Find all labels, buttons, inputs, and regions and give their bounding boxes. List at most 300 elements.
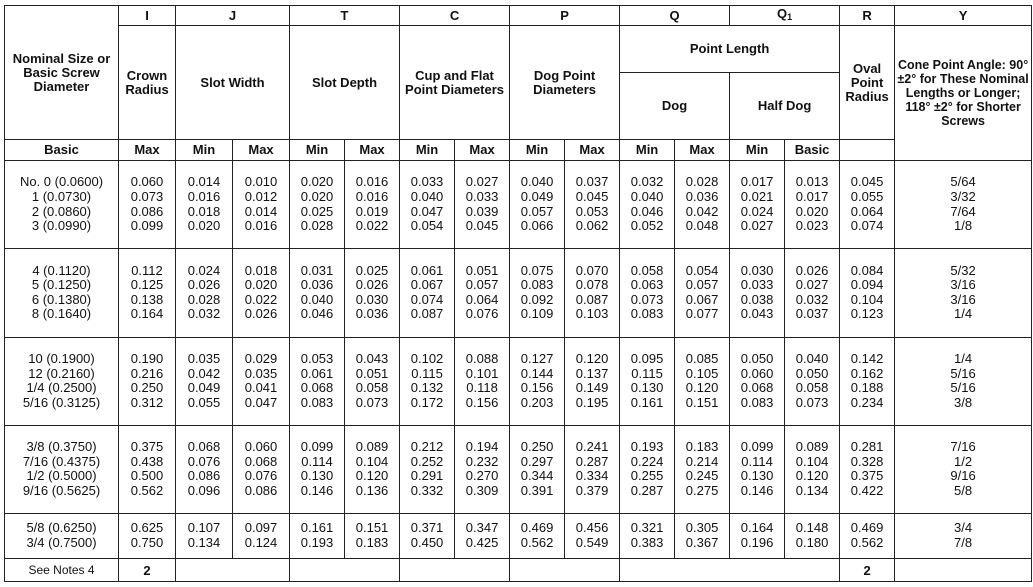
value: 0.022 <box>244 291 278 307</box>
value: 0.132 <box>410 380 444 396</box>
value: 0.164 <box>130 306 164 322</box>
value-cell <box>345 425 400 513</box>
value: 0.224 <box>630 453 664 469</box>
value: 0.016 <box>187 189 221 205</box>
value: 0.137 <box>575 365 609 381</box>
value: 0.120 <box>795 468 829 484</box>
value: 3/32 <box>950 189 976 205</box>
value: 0.252 <box>410 453 444 469</box>
value: 0.438 <box>130 453 164 469</box>
value: 0.086 <box>244 483 278 499</box>
value-cell <box>565 161 620 249</box>
value-cell <box>675 425 730 513</box>
value-cell <box>455 514 510 559</box>
value: 0.057 <box>685 277 719 293</box>
value-cell <box>290 514 345 559</box>
max-label-t: Max <box>233 140 290 161</box>
nominal-size-cell <box>5 337 119 425</box>
value: 0.375 <box>850 468 884 484</box>
value: 0.032 <box>187 306 221 322</box>
value: 0.334 <box>575 468 609 484</box>
value: 0.025 <box>355 262 389 278</box>
value: 1/8 <box>954 218 973 234</box>
value: 0.375 <box>130 439 164 455</box>
value-cell <box>895 514 1032 559</box>
value: 0.028 <box>187 291 221 307</box>
value-cell <box>620 161 675 249</box>
value: 0.309 <box>465 483 499 499</box>
value: 0.068 <box>187 439 221 455</box>
value: 0.040 <box>795 350 829 366</box>
value-cell <box>620 425 675 513</box>
max-min-header-row <box>5 140 1032 161</box>
value-cell <box>290 161 345 249</box>
empty-note-cell <box>400 559 510 582</box>
value: 0.018 <box>187 203 221 219</box>
value: 0.053 <box>575 203 609 219</box>
value-cell <box>785 425 840 513</box>
value-cell <box>345 337 400 425</box>
value-cell <box>510 425 565 513</box>
value: 0.125 <box>130 277 164 293</box>
value: 0.146 <box>740 483 774 499</box>
value: 0.241 <box>575 439 609 455</box>
value: 0.232 <box>465 453 499 469</box>
value: 0.017 <box>795 189 829 205</box>
value: 0.180 <box>795 535 829 551</box>
value: 0.130 <box>300 468 334 484</box>
value-cell <box>510 161 565 249</box>
value: 0.051 <box>465 262 499 278</box>
nominal-size: 5/8 (0.6250) <box>26 520 97 536</box>
value: 0.060 <box>244 439 278 455</box>
empty-note-cell <box>895 559 1032 582</box>
value: 0.017 <box>740 174 774 190</box>
value-cell <box>620 514 675 559</box>
value: 0.026 <box>355 277 389 293</box>
value: 0.058 <box>795 380 829 396</box>
value: 0.083 <box>630 306 664 322</box>
value: 0.216 <box>130 365 164 381</box>
value-cell <box>895 425 1032 513</box>
value: 0.027 <box>465 174 499 190</box>
value: 0.115 <box>411 365 443 381</box>
nominal-size: No. 0 (0.0600) <box>19 174 104 190</box>
value-cell <box>510 514 565 559</box>
value: 0.083 <box>740 394 774 410</box>
value: 0.048 <box>685 218 719 234</box>
value: 7/16 <box>950 439 976 455</box>
table-row <box>5 425 1032 513</box>
value: 0.026 <box>187 277 221 293</box>
value: 0.076 <box>244 468 278 484</box>
letter-q: Q <box>620 6 730 26</box>
value: 0.063 <box>630 277 664 293</box>
value-cell <box>565 337 620 425</box>
nominal-size: 3/4 (0.7500) <box>26 535 97 551</box>
value: 0.120 <box>685 380 719 396</box>
value-cell <box>840 337 895 425</box>
value: 0.016 <box>355 174 389 190</box>
value: 0.151 <box>685 394 719 410</box>
screw-dimensions-table <box>4 5 1032 582</box>
value: 0.469 <box>850 520 884 536</box>
oval-note-ref: 2 <box>840 559 895 582</box>
nominal-size: 10 (0.1900) <box>28 350 95 366</box>
nominal-size-header: Nominal Size or Basic Screw Diameter <box>5 6 119 140</box>
min-label-q: Min <box>620 140 675 161</box>
value: 5/32 <box>950 262 976 278</box>
value: 0.020 <box>300 174 334 190</box>
max-label-q: Max <box>565 140 620 161</box>
table-row <box>5 161 1032 249</box>
value: 0.134 <box>795 483 829 499</box>
value: 0.078 <box>575 277 609 293</box>
value: 0.203 <box>520 394 554 410</box>
value: 0.379 <box>575 483 609 499</box>
value: 0.500 <box>130 468 164 484</box>
value-cell <box>290 337 345 425</box>
value: 0.073 <box>630 291 664 307</box>
notes-row <box>5 559 1032 582</box>
value: 0.020 <box>300 189 334 205</box>
value: 0.245 <box>685 468 719 484</box>
value: 0.047 <box>410 203 444 219</box>
value-cell <box>455 249 510 337</box>
value: 0.250 <box>130 380 164 396</box>
value: 5/8 <box>954 483 973 499</box>
value-cell <box>895 337 1032 425</box>
value: 0.024 <box>740 203 774 219</box>
value-cell <box>176 337 233 425</box>
value: 0.190 <box>130 350 164 366</box>
value: 0.064 <box>465 291 499 307</box>
value: 0.055 <box>850 189 884 205</box>
value-cell <box>345 514 400 559</box>
value: 0.099 <box>300 439 334 455</box>
dog-header: Dog <box>620 73 730 140</box>
value: 0.344 <box>520 468 554 484</box>
basic-label-i: Basic <box>5 140 119 161</box>
table-row <box>5 249 1032 337</box>
value: 0.020 <box>187 218 221 234</box>
table-row <box>5 514 1032 559</box>
value: 0.074 <box>850 218 884 234</box>
value: 0.193 <box>300 535 334 551</box>
value: 0.193 <box>630 439 664 455</box>
crown-note-ref: 2 <box>119 559 176 582</box>
value: 0.183 <box>685 439 719 455</box>
value: 0.014 <box>187 174 221 190</box>
letter-header-row <box>5 6 1032 26</box>
value: 0.156 <box>465 394 499 410</box>
value-cell <box>675 337 730 425</box>
value-cell <box>785 514 840 559</box>
letter-j: J <box>176 6 290 26</box>
slot-depth-header: Slot Depth <box>290 26 400 140</box>
value: 0.142 <box>850 350 884 366</box>
value: 0.095 <box>630 350 664 366</box>
value-cell <box>345 249 400 337</box>
oval-point-header: Oval Point Radius <box>840 26 895 140</box>
value: 0.026 <box>795 262 829 278</box>
value-cell <box>785 249 840 337</box>
value: 0.062 <box>575 218 609 234</box>
value: 0.312 <box>130 394 164 410</box>
value: 0.172 <box>410 394 444 410</box>
point-length-header: Point Length <box>620 26 840 73</box>
value: 0.054 <box>410 218 444 234</box>
value: 0.161 <box>300 520 334 536</box>
value: 0.068 <box>300 380 334 396</box>
value: 0.144 <box>520 365 554 381</box>
table-row <box>5 337 1032 425</box>
value-cell <box>510 337 565 425</box>
value: 3/8 <box>954 394 973 410</box>
value: 0.055 <box>187 394 221 410</box>
value: 0.562 <box>850 535 884 551</box>
value: 0.371 <box>410 520 444 536</box>
value: 0.347 <box>465 520 499 536</box>
value: 0.030 <box>740 262 774 278</box>
value: 0.214 <box>685 453 719 469</box>
value: 0.127 <box>520 350 554 366</box>
value: 0.053 <box>300 350 334 366</box>
value: 0.037 <box>795 306 829 322</box>
value: 0.549 <box>575 535 609 551</box>
value-cell <box>785 337 840 425</box>
value: 0.035 <box>244 365 278 381</box>
value: 7/64 <box>950 203 976 219</box>
value: 0.019 <box>355 203 389 219</box>
value: 0.040 <box>520 174 554 190</box>
letter-q1-main: Q <box>777 6 788 21</box>
value: 0.036 <box>685 189 719 205</box>
value: 0.425 <box>465 535 499 551</box>
value: 0.035 <box>187 350 221 366</box>
value: 0.123 <box>850 306 884 322</box>
value: 0.291 <box>410 468 444 484</box>
value: 0.046 <box>630 203 664 219</box>
value: 0.212 <box>410 439 444 455</box>
value: 0.050 <box>795 365 829 381</box>
value: 3/4 <box>954 520 973 536</box>
nominal-size: 2 (0.0860) <box>31 203 92 219</box>
empty-note-cell <box>510 559 620 582</box>
value-cell <box>400 161 455 249</box>
value: 0.033 <box>410 174 444 190</box>
value: 0.149 <box>575 380 609 396</box>
value: 0.194 <box>465 439 499 455</box>
value: 0.058 <box>355 380 389 396</box>
value: 0.070 <box>575 262 609 278</box>
min-label-q1: Min <box>730 140 785 161</box>
value: 0.625 <box>130 520 164 536</box>
value: 0.114 <box>301 453 333 469</box>
value: 0.367 <box>685 535 719 551</box>
letter-t: T <box>290 6 400 26</box>
value: 0.138 <box>130 291 164 307</box>
value: 7/8 <box>954 535 973 551</box>
value-cell <box>290 425 345 513</box>
value-cell <box>176 161 233 249</box>
value: 0.083 <box>520 277 554 293</box>
value: 0.087 <box>410 306 444 322</box>
nominal-size-cell <box>5 249 119 337</box>
value: 0.562 <box>520 535 554 551</box>
value: 0.073 <box>130 189 164 205</box>
value: 0.196 <box>740 535 774 551</box>
letter-c: C <box>400 6 510 26</box>
dog-point-header: Dog Point Diameters <box>510 26 620 140</box>
value: 0.031 <box>300 262 334 278</box>
value: 0.051 <box>355 365 389 381</box>
value: 0.456 <box>575 520 609 536</box>
value: 0.077 <box>685 306 719 322</box>
table-body <box>5 161 1032 582</box>
value-cell <box>730 337 785 425</box>
value: 0.104 <box>355 453 389 469</box>
value: 0.052 <box>630 218 664 234</box>
value: 0.112 <box>131 262 163 278</box>
value: 0.130 <box>740 468 774 484</box>
value: 0.195 <box>575 394 609 410</box>
letter-p: P <box>510 6 620 26</box>
value-cell <box>233 514 290 559</box>
value: 5/16 <box>950 380 976 396</box>
value-cell <box>730 249 785 337</box>
value: 0.234 <box>850 394 884 410</box>
value: 5/64 <box>950 174 976 190</box>
value-cell <box>345 161 400 249</box>
value: 0.136 <box>355 483 389 499</box>
value: 0.068 <box>244 453 278 469</box>
value: 0.061 <box>410 262 444 278</box>
value-cell <box>840 425 895 513</box>
value: 0.085 <box>685 350 719 366</box>
value: 0.036 <box>355 306 389 322</box>
value: 0.050 <box>740 350 774 366</box>
value: 0.275 <box>685 483 719 499</box>
value-cell <box>119 337 176 425</box>
value: 0.156 <box>520 380 554 396</box>
min-label-t: Min <box>290 140 345 161</box>
value: 0.287 <box>630 483 664 499</box>
value-cell <box>840 514 895 559</box>
notes-label: See Notes 4 <box>5 559 119 582</box>
value-cell <box>620 249 675 337</box>
value: 0.073 <box>795 394 829 410</box>
value: 0.089 <box>795 439 829 455</box>
value: 0.146 <box>300 483 334 499</box>
nominal-size: 3/8 (0.3750) <box>26 439 97 455</box>
value: 0.562 <box>130 483 164 499</box>
value: 1/2 <box>954 453 973 469</box>
nominal-size-cell <box>5 425 119 513</box>
min-label-p: Min <box>510 140 565 161</box>
value-cell <box>565 514 620 559</box>
value: 0.104 <box>850 291 884 307</box>
value: 1/4 <box>954 350 973 366</box>
value-cell <box>176 249 233 337</box>
value: 0.067 <box>685 291 719 307</box>
value-cell <box>400 514 455 559</box>
title-header-row <box>5 26 1032 73</box>
cup-flat-header: Cup and Flat Point Diameters <box>400 26 510 140</box>
value: 0.086 <box>187 468 221 484</box>
value: 0.039 <box>465 203 499 219</box>
max-label-p: Max <box>455 140 510 161</box>
value: 0.134 <box>187 535 221 551</box>
value: 0.021 <box>740 189 774 205</box>
value: 0.060 <box>740 365 774 381</box>
value: 0.033 <box>740 277 774 293</box>
value: 0.040 <box>410 189 444 205</box>
value: 0.027 <box>795 277 829 293</box>
half-dog-header: Half Dog <box>730 73 840 140</box>
value: 3/16 <box>950 277 976 293</box>
value: 0.049 <box>187 380 221 396</box>
value: 0.032 <box>630 174 664 190</box>
value-cell <box>730 514 785 559</box>
value: 0.099 <box>740 439 774 455</box>
value: 0.102 <box>410 350 444 366</box>
value: 0.188 <box>850 380 884 396</box>
value-cell <box>675 161 730 249</box>
value: 0.084 <box>850 262 884 278</box>
value: 0.041 <box>244 380 278 396</box>
value: 0.281 <box>850 439 884 455</box>
value: 0.107 <box>187 520 221 536</box>
value: 0.270 <box>465 468 499 484</box>
value: 0.024 <box>187 262 221 278</box>
value: 0.088 <box>465 350 499 366</box>
value: 0.096 <box>187 483 221 499</box>
value: 0.450 <box>410 535 444 551</box>
nominal-size-cell <box>5 514 119 559</box>
value: 0.115 <box>631 365 663 381</box>
value-cell <box>455 337 510 425</box>
nominal-size: 1 (0.0730) <box>31 189 92 205</box>
value: 0.321 <box>630 520 664 536</box>
nominal-size: 7/16 (0.4375) <box>22 453 101 469</box>
cone-point-header: Cone Point Angle: 90° ±2° for These Nominal Lengths or Longer; 118° ±2° for Shorter Screws <box>895 26 1032 161</box>
value-cell <box>290 249 345 337</box>
nominal-size: 4 (0.1120) <box>32 262 91 278</box>
value: 0.383 <box>630 535 664 551</box>
value: 0.101 <box>465 365 499 381</box>
value: 0.328 <box>850 453 884 469</box>
value: 0.042 <box>187 365 221 381</box>
value: 0.036 <box>300 277 334 293</box>
letter-r: R <box>840 6 895 26</box>
value: 0.040 <box>630 189 664 205</box>
value: 0.016 <box>244 218 278 234</box>
max-label-q1: Max <box>675 140 730 161</box>
value-cell <box>675 249 730 337</box>
basic-label-r: Basic <box>785 140 840 161</box>
value: 0.183 <box>355 535 389 551</box>
value: 0.037 <box>575 174 609 190</box>
value: 0.029 <box>244 350 278 366</box>
value: 5/16 <box>950 365 976 381</box>
value-cell <box>119 161 176 249</box>
nominal-size: 1/4 (0.2500) <box>26 380 97 396</box>
value-cell <box>730 161 785 249</box>
value: 0.057 <box>465 277 499 293</box>
value: 0.038 <box>740 291 774 307</box>
letter-q1 <box>730 6 840 26</box>
